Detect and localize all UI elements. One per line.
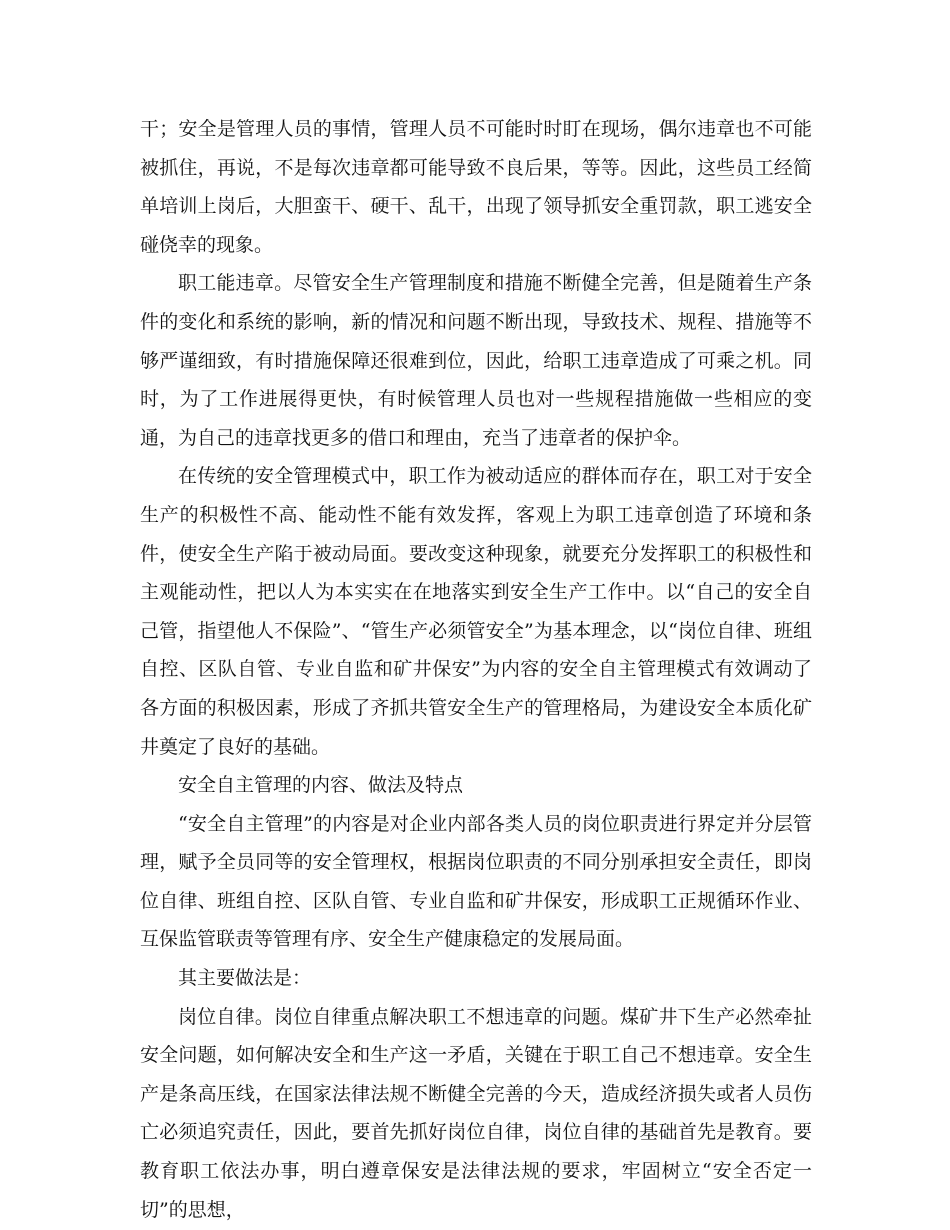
document-page	[140, 110, 812, 1229]
paragraph-6: 其主要做法是：	[178, 967, 312, 990]
paragraph-5: “安全自主管理”的内容是对企业内部各类人员的岗位职责进行界定并分层管理，赋予全员同等的安全管理权，根据岗位职责的不同分别承担安全责任，即岗位自律、班组自控、区队自管、专业自监和矿井保安，形成职工正规循环作业、互保监管联责等管理有序、安全生产健康稳定的发展局面。	[140, 812, 812, 951]
paragraph-3: 在传统的安全管理模式中，职工作为被动适应的群体而存在，职工对于安全生产的积极性不高、能动性不能有效发挥，客观上为职工违章创造了环境和条件，使安全生产陷于被动局面。要改变这种现象，就要充分发挥职工的积极性和主观能动性，把以人为本实实在在地落实到安全生产工作中。以“自己的安全自己管，指望他人不保险”、“管生产必须管安全”为基本理念，以“岗位自律、班组自控、区队自管、专业自监和矿井保安”为内容的安全自主管理模式有效调动了各方面的积极因素，形成了齐抓共管安全生产的管理格局，为建设安全本质化矿井奠定了良好的基础。	[140, 465, 812, 758]
paragraph-7: 岗位自律。岗位自律重点解决职工不想违章的问题。煤矿井下生产必然牵扯安全问题，如何解决安全和生产这一矛盾，关键在于职工自己不想违章。安全生产是条高压线，在国家法律法规不断健全完善的今天，造成经济损失或者人员伤亡必须追究责任，因此，要首先抓好岗位自律，岗位自律的基础首先是教育。要教育职工依法办事，明白遵章保安是法律法规的要求，牢固树立“安全否定一切”的思想，	[140, 1005, 812, 1221]
section-heading: 安全自主管理的内容、做法及特点	[178, 774, 464, 797]
paragraph-1: 干；安全是管理人员的事情，管理人员不可能时时盯在现场，偶尔违章也不可能被抓住，再说，不是每次违章都可能导致不良后果，等等。因此，这些员工经简单培训上岗后，大胆蛮干、硬干、乱干，出现了领导抓安全重罚款，职工逃安全碰侥幸的现象。	[140, 118, 812, 256]
paragraph-2: 职工能违章。尽管安全生产管理制度和措施不断健全完善，但是随着生产条件的变化和系统的影响，新的情况和问题不断出现，导致技术、规程、措施等不够严谨细致，有时措施保障还很难到位，因此，给职工违章造成了可乘之机。同时，为了工作进展得更快，有时候管理人员也对一些规程措施做一些相应的变通，为自己的违章找更多的借口和理由，充当了违章者的保护伞。	[140, 272, 812, 449]
